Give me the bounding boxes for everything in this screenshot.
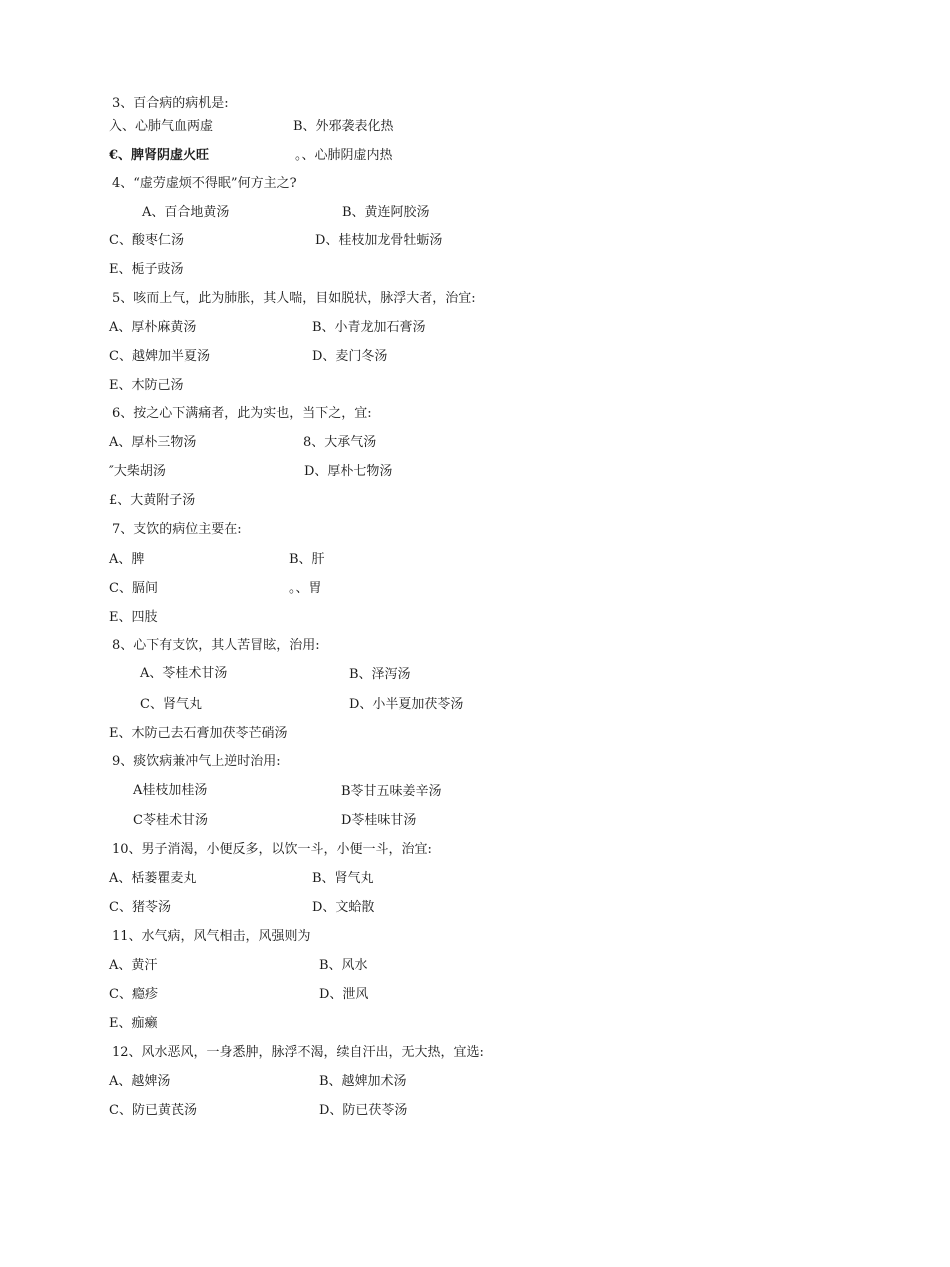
text-line: C、瘾疹 [109, 987, 158, 1002]
text-line: 8、心下有支饮，其人苦冒眩，治用: [112, 638, 320, 653]
text-line: C、酸枣仁汤 [109, 233, 184, 248]
text-line: C、膈间 [109, 581, 158, 596]
text-line: A、厚朴麻黄汤 [109, 320, 197, 335]
text-line: E、木防己汤 [109, 378, 184, 393]
text-line: ″大柴胡汤 [109, 464, 166, 479]
text-line: B、黄连阿胶汤 [342, 205, 430, 220]
text-line: 11、水气病，风气相击，风强则为 [112, 929, 311, 944]
text-line: A、脾 [109, 552, 145, 567]
text-line: D、桂枝加龙骨牡蛎汤 [315, 233, 443, 248]
text-line: 9、痰饮病兼冲气上逆时治用: [112, 754, 281, 769]
text-line: €、脾肾阴虚火旺 [109, 148, 210, 163]
text-line: B、肝 [289, 552, 325, 567]
text-line: D、泄风 [319, 987, 369, 1002]
text-line: B、越婢加术汤 [319, 1074, 407, 1089]
text-line: £、大黄附子汤 [109, 493, 196, 508]
text-line: 7、支饮的病位主要在: [112, 522, 242, 537]
text-line: 5、咳而上气，此为肺胀，其人喘，目如脱状，脉浮大者，治宜: [112, 291, 476, 306]
text-line: D、小半夏加茯苓汤 [349, 697, 464, 712]
text-line: A、百合地黄汤 [142, 205, 230, 220]
text-line: D、厚朴七物汤 [304, 464, 393, 479]
text-line: 12、风水恶风，一身悉肿，脉浮不渴，续自汗出，无大热，宜选: [112, 1045, 484, 1060]
text-line: 3、百合病的病机是: [112, 96, 229, 111]
text-line: C、猪苓汤 [109, 900, 171, 915]
text-line: C苓桂术甘汤 [133, 813, 208, 828]
text-line: 10、男子消渴，小便反多，以饮一斗，小便一斗，治宜: [112, 842, 432, 857]
text-line: D、防已茯苓汤 [319, 1103, 408, 1118]
text-line: A、黄汗 [109, 958, 158, 973]
text-line: A桂枝加桂汤 [133, 783, 208, 798]
text-line: 。、胃 [289, 581, 322, 596]
text-line: D、文蛤散 [312, 900, 375, 915]
text-line: 6、按之心下满痛者，此为实也，当下之，宜: [112, 406, 372, 421]
text-line: 8、大承气汤 [303, 435, 377, 450]
text-line: B、风水 [319, 958, 368, 973]
text-line: A、苓桂术甘汤 [140, 666, 228, 681]
text-line: E、四肢 [109, 610, 158, 625]
text-line: D苓桂味甘汤 [341, 813, 417, 828]
text-line: A、栝蒌瞿麦丸 [109, 871, 197, 886]
text-line: E、痂癞 [109, 1016, 158, 1031]
text-line: B苓甘五味姜辛汤 [341, 784, 442, 799]
text-line: A、越婢汤 [109, 1074, 171, 1089]
text-line: B、肾气丸 [312, 871, 374, 886]
text-line: B、外邪袭表化热 [293, 119, 394, 134]
text-line: C、越婢加半夏汤 [109, 349, 210, 364]
text-line: A、厚朴三物汤 [109, 435, 197, 450]
text-line: B、泽泻汤 [349, 667, 411, 682]
text-line: D、麦门冬汤 [312, 349, 388, 364]
text-line: E、木防己去石膏加茯苓芒硝汤 [109, 726, 288, 741]
text-line: B、小青龙加石膏汤 [312, 320, 426, 335]
text-line: 入、心肺气血两虚 [109, 119, 214, 134]
text-line: C、肾气丸 [140, 697, 202, 712]
text-line: E、栀子豉汤 [109, 262, 184, 277]
text-line: C、防已黄芪汤 [109, 1103, 197, 1118]
text-line: 4、“虚劳虚烦不得眠”何方主之? [112, 176, 297, 191]
text-line: 。、心肺阴虚内热 [295, 148, 393, 163]
